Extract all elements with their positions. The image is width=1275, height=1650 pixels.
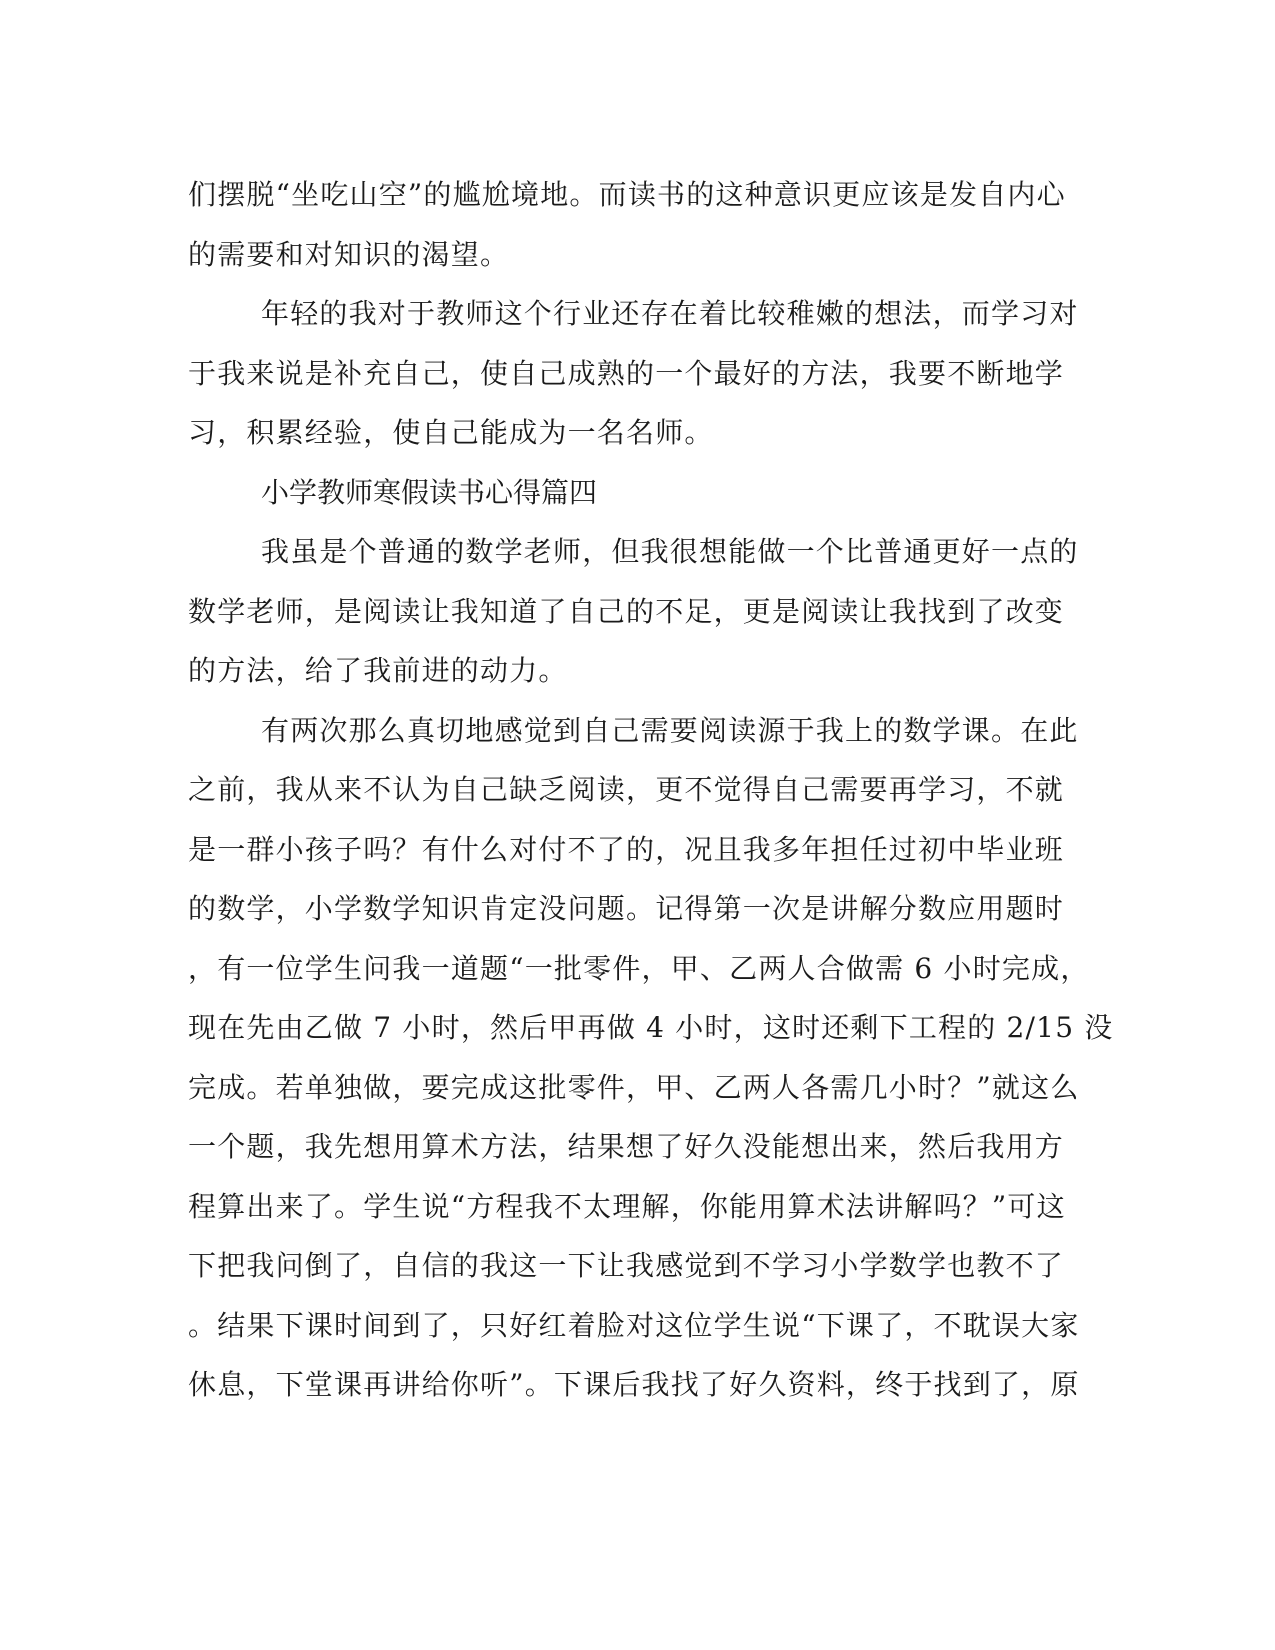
text-line: 。结果下课时间到了，只好红着脸对这位学生说“下课了，不耽误大家 — [188, 1308, 1080, 1342]
text-line: 数学老师，是阅读让我知道了自己的不足，更是阅读让我找到了改变 — [188, 594, 1065, 628]
paragraph-start-line: 我虽是个普通的数学老师，但我很想能做一个比普通更好一点的 — [261, 535, 1079, 568]
text-line: 的方法，给了我前进的动力。 — [188, 654, 568, 687]
paragraph-start-line: 有两次那么真切地感觉到自己需要阅读源于我上的数学课。在此 — [261, 713, 1079, 747]
section-heading: 小学教师寒假读书心得篇四 — [261, 475, 598, 509]
text-line: 们摆脱“坐吃山空”的尴尬境地。而读书的这种意识更应该是发自内心 — [188, 178, 1066, 211]
text-line: 程算出来了。学生说“方程我不太理解，你能用算术法讲解吗？”可这 — [188, 1189, 1066, 1223]
text-line: 习，积累经验，使自己能成为一名名师。 — [188, 416, 714, 449]
paragraph-start-line: 年轻的我对于教师这个行业还存在着比较稚嫩的想法，而学习对 — [261, 297, 1079, 330]
text-line: 下把我问倒了，自信的我这一下让我感觉到不学习小学数学也教不了 — [188, 1249, 1065, 1282]
text-line: 是一群小孩子吗？有什么对付不了的，况且我多年担任过初中毕业班 — [188, 832, 1065, 866]
text-line: 的需要和对知识的渴望。 — [188, 237, 510, 271]
text-line: 现在先由乙做 7 小时，然后甲再做 4 小时，这时还剩下工程的 2/15 没 — [188, 1011, 1114, 1044]
text-line: 一个题，我先想用算术方法，结果想了好久没能想出来，然后我用方 — [188, 1130, 1065, 1163]
text-line: 的数学，小学数学知识肯定没问题。记得第一次是讲解分数应用题时 — [188, 892, 1065, 925]
document-body — [188, 165, 1114, 1415]
text-line: 完成。若单独做，要完成这批零件，甲、乙两人各需几小时？”就这么 — [188, 1070, 1080, 1104]
text-line: 休息，下堂课再讲给你听”。下课后我找了好久资料，终于找到了，原 — [188, 1368, 1080, 1401]
text-line: ，有一位学生问我一道题“一批零件，甲、乙两人合做需 6 小时完成， — [188, 951, 1090, 985]
text-line: 之前，我从来不认为自己缺乏阅读，更不觉得自己需要再学习，不就 — [188, 773, 1065, 806]
text-line: 于我来说是补充自己，使自己成熟的一个最好的方法，我要不断地学 — [188, 356, 1065, 390]
